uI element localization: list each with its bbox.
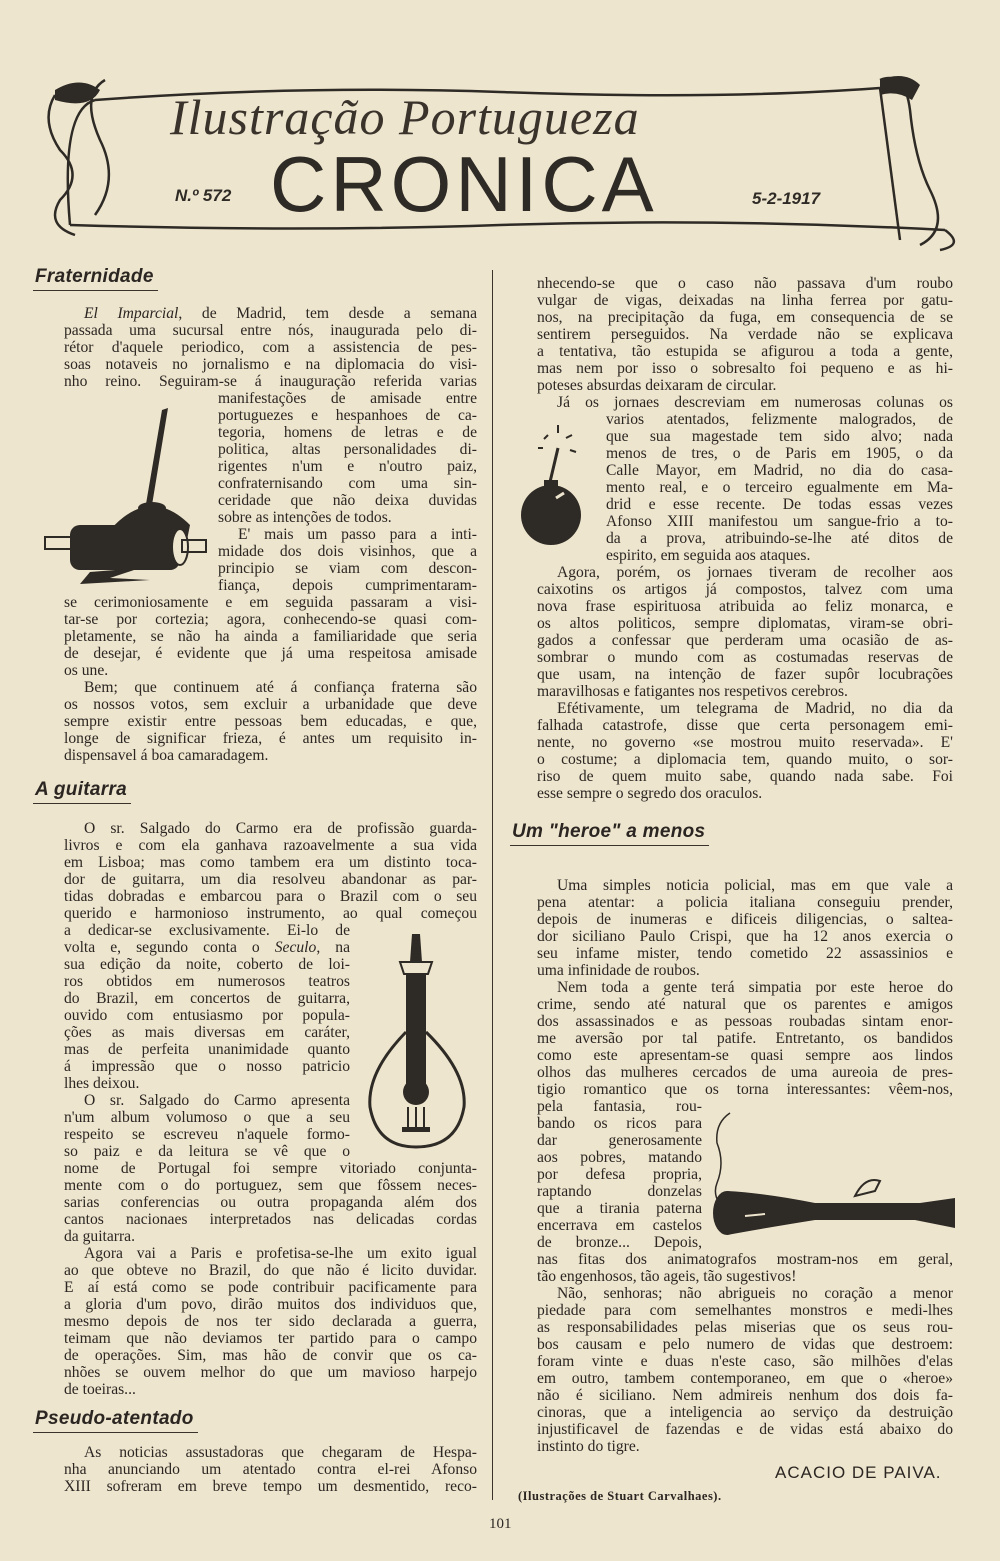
issue-date: 5-2-1917 — [752, 189, 821, 208]
text-line: manifestações de amisade entre — [218, 390, 477, 407]
text-line: nha anunciando um atentado contra el-rei Afonso — [64, 1461, 477, 1478]
text-line: Não, senhoras; não abrigueis no coração a menor — [557, 1285, 953, 1302]
text-segment: , na — [316, 939, 350, 956]
heading-pseudo-atentado: Pseudo-atentado — [33, 1408, 198, 1433]
text-line: confraternisando com uma sin- — [218, 475, 477, 492]
italic-title: El Imparcial — [84, 305, 179, 322]
text-line: dar generosamente — [537, 1132, 702, 1149]
text-line: principio se viam com descon- — [218, 560, 477, 577]
text-line: riso de quem muito sabe, quando nada sabe. Foi — [537, 768, 953, 785]
text-line — [64, 939, 350, 956]
text-line: foram vinte e duas n'este caso, são milhões d'elas — [537, 1353, 953, 1370]
article-pseudo-atentado-body — [64, 1444, 477, 1495]
text-line: ros obtidos em numerosos teatros — [64, 973, 350, 990]
heading-um-heroe-a-menos: Um "heroe" a menos — [510, 821, 709, 846]
italic-title: Seculo — [274, 939, 317, 956]
paragraph — [537, 877, 953, 979]
text-line: a gloria d'um povo, dirão muitos dos individuos que, — [64, 1296, 477, 1313]
text-line: sua edição da noite, coberto de loi- — [64, 956, 350, 973]
text-line: rétor d'aquele periodico, com a assistencia de pes- — [64, 339, 477, 356]
text-line: da a prova, atribuindo-se-lhe até ditos de — [606, 530, 953, 547]
text-line: tegoria, homens de letras e de — [218, 424, 477, 441]
text-line: dor de guitarra, um dia resolveu abandonar as par- — [64, 871, 477, 888]
text-line: ouvido com entusiasmo por popula- — [64, 1007, 350, 1024]
text-line: n'um album volumoso o que a seu — [64, 1109, 350, 1126]
text-line: mento real, e o terceiro egualmente em Ma- — [606, 479, 953, 496]
text-line: O sr. Salgado do Carmo era de profissão guarda- — [84, 820, 477, 837]
page-number: 101 — [489, 1516, 512, 1532]
text-line: drid e esse recente. De todas essas vezes — [606, 496, 953, 513]
text-line: bos causam e pelo numero de vidas que destroem: — [537, 1336, 953, 1353]
text-line: Calle Mayor, em Madrid, no dia do casa- — [606, 462, 953, 479]
paragraph — [537, 1285, 953, 1455]
text-line: nente, no governo «se mostrou muito reservada». E' — [537, 734, 953, 751]
text-line: pela fantasia, rou- — [537, 1098, 702, 1115]
text-line: nos, na precipitação da fuga, em consequencia de se — [537, 309, 953, 326]
paragraph — [64, 1245, 477, 1398]
text-line: O sr. Salgado do Carmo apresenta — [84, 1092, 350, 1109]
text-line: nome de Portugal foi sempre vitoriado conjunta- — [64, 1160, 477, 1177]
text-line: Uma simples noticia policial, mas em que vale a — [557, 877, 953, 894]
text-line: crime, sendo até natural que os parentes e amigos — [537, 996, 953, 1013]
text-line: caixotins os artigos já compostos, talvez com uma — [537, 581, 953, 598]
text-line: as responsabilidades pelas miserias que os seus rou- — [537, 1319, 953, 1336]
text-line: os nossos votos, sem excluir a urbanidade que deve — [64, 696, 477, 713]
text-line: respeito se escreveu n'aquele formo- — [64, 1126, 350, 1143]
paragraph — [537, 564, 953, 700]
paragraph — [537, 275, 953, 394]
text-line: portuguezes e hespanhoes de ca- — [218, 407, 477, 424]
text-line: livros e com ela ganhava razoavelmente a sua vida — [64, 837, 477, 854]
text-line: os une. — [64, 662, 109, 679]
text-line: Agora, porém, os jornaes tiveram de recolher aos — [557, 564, 953, 581]
text-line: tigio romantico que os torna interessantes: vêem-nos, — [537, 1081, 953, 1098]
text-line: querido e harmonioso instrumento, ao qual começou — [64, 905, 477, 922]
text-line: mas de perfeita unanimidade quanto — [64, 1041, 350, 1058]
text-line: vulgar de vigas, deixadas na linha ferrea por gatu- — [537, 292, 953, 309]
text-line: As noticias assustadoras que chegaram de Hespa- — [84, 1444, 477, 1461]
paragraph — [64, 679, 477, 764]
text-line: me aversão por tal patife. Entretanto, os bandidos — [537, 1030, 953, 1047]
text-line: esse sempre o segredo dos oraculos. — [537, 785, 763, 802]
text-line: de bronze... Depois, — [537, 1234, 702, 1251]
author-signature: ACACIO DE PAIVA. — [775, 1463, 942, 1482]
text-segment: volta e, segundo conta o — [64, 939, 275, 956]
text-line: lhes deixou. — [64, 1075, 140, 1092]
column-divider — [492, 270, 493, 1500]
text-line: nas fitas dos animatografos mostram-nos em geral, — [537, 1251, 953, 1268]
text-line: sombrar o mundo com as costumadas reservas de — [537, 649, 953, 666]
text-line: encerrava em castelos — [537, 1217, 702, 1234]
text-line: sentirem perseguidos. Na verdade não se explicava — [537, 326, 953, 343]
text-line: Nem toda a gente terá simpatia por este heroe do — [557, 979, 953, 996]
bomb-icon — [518, 420, 608, 550]
text-line: ções as mais diversas em caráter, — [64, 1024, 350, 1041]
text-line: ao que obteve no Brazil, do que não é licito duvidar. — [64, 1262, 477, 1279]
text-line: politica, altas personalidades di- — [218, 441, 477, 458]
text-line: cinoras, que a inteligencia ao serviço da destruição — [537, 1404, 953, 1421]
text-line: passada uma sucursal entre nós, inaugurada pelo di- — [64, 322, 477, 339]
text-line: instinto do tigre. — [537, 1438, 640, 1455]
text-line: a tentativa, tão estupida se afigurou a toda a gente, — [537, 343, 953, 360]
text-line: que a tirania paterna — [537, 1200, 702, 1217]
text-line: XIII sofreram em breve tempo um desmentido, reco- — [64, 1478, 477, 1495]
text-line: piedade para com semelhantes monstros e medi-lhes — [537, 1302, 953, 1319]
section-title: CRONICA — [270, 140, 658, 228]
text-line: injustificavel de fazendas e de vidas está abaixo do — [537, 1421, 953, 1438]
text-line — [64, 305, 477, 322]
issue-number: N.º 572 — [175, 186, 232, 205]
text-line: mas nem por isso o sobresalto foi pequeno e as hi- — [537, 360, 953, 377]
text-line: ceridade que não deixa duvidas — [218, 492, 477, 509]
text-line: se cerimoniosamente e em seguida passaram a visi- — [64, 594, 477, 611]
text-line: a dedicar-se exclusivamente. Ei-lo de — [64, 922, 350, 939]
masthead — [0, 0, 1000, 260]
text-line: Efétivamente, um telegrama de Madrid, no dia da — [557, 700, 953, 717]
text-line: bando os ricos para — [537, 1115, 702, 1132]
text-line: aos pobres, matando — [537, 1149, 702, 1166]
text-line: cantos nacionaes interpretados nas delicadas cordas — [64, 1211, 477, 1228]
paragraph — [64, 1444, 477, 1495]
text-line: do Brazil, em concertos de guitarra, — [64, 990, 350, 1007]
text-line: nova frase espirituosa atribuida ao feliz monarca, e — [537, 598, 953, 615]
text-line: da guitarra. — [64, 1228, 136, 1245]
text-line: raptando donzelas — [537, 1183, 702, 1200]
text-line: em outro, tambem contemporaneo, em que o «heroe» — [537, 1370, 953, 1387]
text-line: nhões se ouvem melhor do que um mavioso harpejo — [64, 1364, 477, 1381]
text-line: mesmo depois de nos ter sido declarada a guerra, — [64, 1313, 477, 1330]
paragraph — [537, 700, 953, 802]
text-line: em Lisboa; mas como tambem era um distinto toca- — [64, 854, 477, 871]
text-line: longe de significar frieza, é antes um requisito in- — [64, 730, 477, 747]
text-line: so paiz e da leitura se vê que o — [64, 1143, 350, 1160]
text-line: que sua magestade tem sido alvo; nada — [606, 428, 953, 445]
text-line: E aí está como se pode contribuir pacificamente para — [64, 1279, 477, 1296]
text-line: seu infame mister, tendo cometido 22 assassinios e — [537, 945, 953, 962]
text-line: dor siciliano Paulo Crispi, que ha 12 anos exercia o — [537, 928, 953, 945]
text-line: poteses absurdas deixaram de circular. — [537, 377, 777, 394]
text-line: olhos das mulheres cercados de uma aureoia de pres- — [537, 1064, 953, 1081]
text-line: de desejar, é evidente que já uma respeitosa amisade — [64, 645, 477, 662]
text-line: não é siciliano. Nem admireis nenhum dos dois fa- — [537, 1387, 953, 1404]
text-line: Já os jornaes descreviam em numerosas colunas os — [557, 394, 953, 411]
text-line: tidas dobradas e embarcou para o Brazil com o seu — [64, 888, 477, 905]
text-line: dispensavel á boa camaradagem. — [64, 747, 269, 764]
text-line: espirito, em seguida aos ataques. — [606, 547, 811, 564]
text-line: Agora vai a Paris e profetisa-se-lhe um exito igual — [84, 1245, 477, 1262]
text-line: rigentes n'um e n'outro paiz, — [218, 458, 477, 475]
illustration-credit: (Ilustrações de Stuart Carvalhaes). — [518, 1489, 722, 1503]
text-line: que usam, na intenção de fazer supôr locubrações — [537, 666, 953, 683]
text-segment: , de Madrid, tem desde a semana — [178, 305, 477, 322]
text-line: midade dos dois visinhos, que a — [218, 543, 477, 560]
text-line: tar-se por cortezia; agora, conhecendo-se quasi com- — [64, 611, 477, 628]
text-line: o costume; a diplomacia tem, quando muito, o sor- — [537, 751, 953, 768]
text-line: varios atentados, felizmente malogrados, de — [606, 411, 953, 428]
text-line: de operações. Sim, mas hão de convir que os ca- — [64, 1347, 477, 1364]
magazine-title: Ilustração Portugueza — [170, 89, 640, 145]
text-line: os altos politicos, sempre diplomatas, viram-se obri- — [537, 615, 953, 632]
text-line: pletamente, se não ha ainda a familiaridade que seria — [64, 628, 477, 645]
text-line: sobre as intenções de todos. — [218, 509, 392, 526]
text-line: falhada catastrofe, disse que certa personagem emi- — [537, 717, 953, 734]
text-line: gados a confessar que perderam uma ocasião de as- — [537, 632, 953, 649]
text-line: depois de inumeras e dificeis diligencias, o saltea- — [537, 911, 953, 928]
text-line: fiança, depois cumprimentaram- — [218, 577, 477, 594]
text-line: tão engenhosos, tão ageis, tão sugestivos! — [537, 1268, 797, 1285]
text-line: nho reino. Seguiram-se á inauguração referida varias — [64, 373, 477, 390]
heading-fraternidade: Fraternidade — [33, 266, 158, 291]
blunderbuss-icon — [705, 1108, 960, 1238]
text-line: Bem; que continuem até á confiança fraterna são — [84, 679, 477, 696]
text-line: sempre existir entre pessoas bem educadas, e que, — [64, 713, 477, 730]
portuguese-guitar-icon — [362, 932, 480, 1152]
text-line: dos assassinados e as pessoas roubadas sintam enor- — [537, 1013, 953, 1030]
text-line: sarias conferencias ou outra propaganda além dos — [64, 1194, 477, 1211]
text-line: por defesa propria, — [537, 1166, 702, 1183]
text-line: maravilhosas e fatigantes nos respetivos cerebros. — [537, 683, 848, 700]
text-line: como este apresentam-se quasi sempre aos lindos — [537, 1047, 953, 1064]
heading-a-guitarra: A guitarra — [33, 779, 131, 804]
text-line: nhecendo-se que o caso não passava d'um roubo — [537, 275, 953, 292]
text-line: á impressão que o nosso patricio — [64, 1058, 350, 1075]
text-line: teimam que não deviamos ter partido para o campo — [64, 1330, 477, 1347]
pen-and-inkwell-icon — [40, 400, 210, 585]
text-line: soas notaveis no jornalismo e na diplomacia do visi- — [64, 356, 477, 373]
text-line: Afonso XIII manifestou um sangue-frio a to- — [606, 513, 953, 530]
text-line: pena atentar: a policia italiana conseguiu prender, — [537, 894, 953, 911]
text-line: uma infinidade de roubos. — [537, 962, 700, 979]
text-line: mente com o do portuguez, sem que fôssem neces- — [64, 1177, 477, 1194]
text-line: menos de tres, o de Paris em 1905, o da — [606, 445, 953, 462]
text-line: E' mais um passo para a inti- — [238, 526, 477, 543]
text-line: de toeiras... — [64, 1381, 136, 1398]
